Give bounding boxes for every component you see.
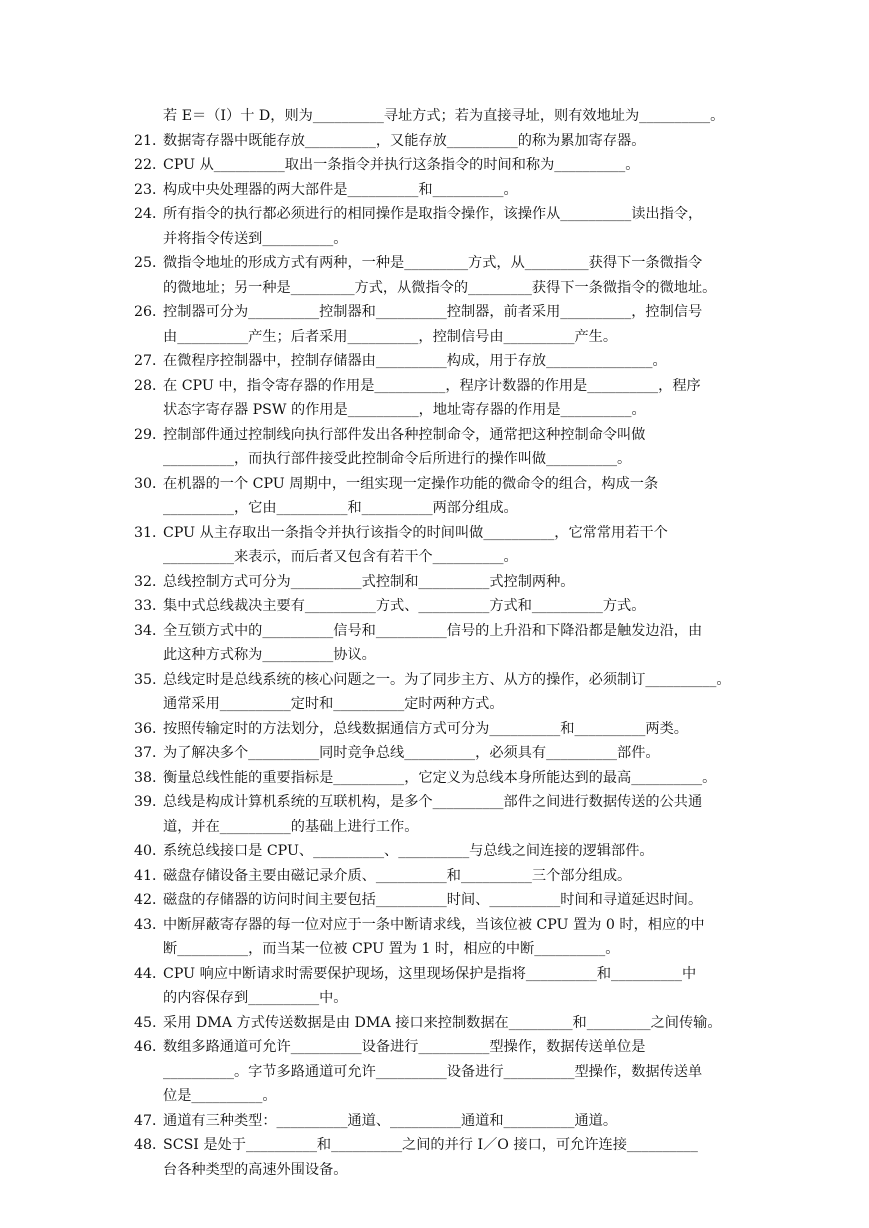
question-number: 35. <box>134 671 157 688</box>
question-text-line: 总线定时是总线系统的核心问题之一。为了同步主方、从方的操作，必须制订__________。 <box>163 671 731 688</box>
question-number: 23． <box>134 181 167 198</box>
question-text-line: 此这种方式称为__________协议。 <box>163 647 376 663</box>
question-item <box>134 1035 738 1109</box>
question-number: 22． <box>134 157 167 173</box>
question-text-line: 若 E＝（I）十 D，则为__________寻址方式；若为直接寻址，则有效地址为__________。 <box>163 108 725 124</box>
question-text-line: 在机器的一个 CPU 周期中，一组实现一定操作功能的微命令的组合，构成一条 <box>163 475 659 492</box>
question-text-line: 所有指令的执行都必须进行的相同操作是取指令操作，该操作从__________读出指令， <box>163 206 703 222</box>
question-text-line: CPU 从__________取出一条指令并执行这条指令的时间和称为__________。 <box>163 157 640 173</box>
question-text-line: 并将指令传送到__________。 <box>163 230 348 247</box>
question-item <box>134 472 738 521</box>
question-number: 46． <box>134 1039 167 1055</box>
question-item <box>134 300 738 349</box>
question-number: 45. <box>134 1014 157 1031</box>
question-text-line: 在 CPU 中，指令寄存器的作用是__________，程序计数器的作用是__________，程序 <box>163 377 701 394</box>
question-text-line: 构成中央处理器的两大部件是__________和__________。 <box>163 181 518 198</box>
question-text-line: 的内容保存到__________中。 <box>163 990 348 1006</box>
question-number: 43． <box>134 916 167 933</box>
question-number: 32． <box>134 573 167 590</box>
question-item <box>134 962 738 1011</box>
question-item <box>134 864 738 889</box>
question-item <box>134 717 738 742</box>
question-text-line: 控制部件通过控制线向执行部件发出各种控制命令，通常把这种控制命令叫做 <box>163 426 646 443</box>
question-item <box>134 888 738 913</box>
question-text-line: 的微地址；另一种是_________方式，从微指令的_________获得下一条微指令的微地址。 <box>163 279 717 296</box>
question-number: 44． <box>134 965 167 982</box>
question-item <box>134 349 738 374</box>
question-number: 28． <box>134 377 167 394</box>
question-number: 29． <box>134 426 167 443</box>
question-number: 31． <box>134 524 167 541</box>
question-text-line: 为了解决多个__________同时竞争总线__________，必须具有__________部件。 <box>163 745 660 761</box>
question-item <box>134 251 738 300</box>
question-number: 34． <box>134 622 167 639</box>
question-item <box>134 668 738 717</box>
question-text-line: 台各种类型的高速外围设备。 <box>163 1161 348 1178</box>
question-text-line: __________，它由__________和__________两部分组成。 <box>163 500 518 516</box>
question-number: 42． <box>134 892 167 908</box>
question-number: 26． <box>134 304 167 320</box>
question-number: 41． <box>134 867 167 884</box>
question-text-line: 采用 DMA 方式传送数据是由 DMA 接口来控制数据在_________和_________之间传输。 <box>163 1014 722 1031</box>
question-text-line: 总线是构成计算机系统的互联机构，是多个__________部件之间进行数据传送的公共通 <box>163 794 703 810</box>
question-item <box>134 913 738 962</box>
question-number: 37． <box>134 745 167 761</box>
question-text-line: 断__________，而当某一位被 CPU 置为 1 时，相应的中断__________。 <box>163 941 620 957</box>
question-item <box>134 741 738 766</box>
question-item <box>134 202 738 251</box>
question-number: 30． <box>134 475 167 492</box>
question-text-line: 数组多路通道可允许__________设备进行__________型操作，数据传送单位是 <box>163 1039 646 1055</box>
question-text-line: 微指令地址的形成方式有两种，一种是_________方式，从_________获得下一条微指令 <box>163 255 703 271</box>
question-item <box>134 521 738 570</box>
question-text-line: 衡量总线性能的重要指标是__________，它定义为总线本身所能达到的最高__________。 <box>163 769 717 786</box>
question-text-line: 全互锁方式中的__________信号和__________信号的上升沿和下降沿都是触发边沿，由 <box>163 622 703 639</box>
question-item <box>134 1011 738 1036</box>
question-number: 48． <box>134 1137 167 1153</box>
question-text-line: 系统总线接口是 CPU、__________、__________与总线之间连接的逻辑部件。 <box>163 843 654 859</box>
question-text-line: 集中式总线裁决主要有__________方式、__________方式和__________方式。 <box>163 598 646 614</box>
question-item <box>134 766 738 791</box>
question-text-line: 由__________产生；后者采用__________，控制信号由__________产生。 <box>163 328 618 345</box>
question-item <box>134 619 738 668</box>
question-number: 33． <box>134 598 167 614</box>
question-item <box>134 423 738 472</box>
question-number: 24． <box>134 206 167 222</box>
question-number: 39． <box>134 794 167 810</box>
question-item <box>134 1133 738 1182</box>
question-text-line: __________，而执行部件接受此控制命令后所进行的操作叫做__________。 <box>163 451 632 467</box>
question-item <box>134 1109 738 1134</box>
question-item <box>134 570 738 595</box>
question-text-line: CPU 响应中断请求时需要保护现场，这里现场保护是指将__________和__________中 <box>163 965 697 982</box>
question-item <box>134 790 738 839</box>
question-number: 21． <box>134 132 167 149</box>
question-item <box>134 594 738 619</box>
question-text-line: SCSI 是处于__________和__________之间的并行 I／O 接口，可允许连接__________ <box>163 1137 698 1153</box>
question-text-line: 状态字寄存器 PSW 的作用是__________，地址寄存器的作用是__________。 <box>163 402 646 418</box>
question-item <box>134 839 738 864</box>
question-number: 36． <box>134 720 167 737</box>
question-text-line: 中断屏蔽寄存器的每一位对应于一条中断请求线，当该位被 CPU 置为 0 时，相应的中 <box>163 916 705 933</box>
question-text-line: 道，并在__________的基础上进行工作。 <box>163 818 419 835</box>
question-number: 40． <box>134 843 167 859</box>
question-item <box>134 178 738 203</box>
question-text-line: 通道有三种类型：__________通道、__________通道和__________通道。 <box>163 1112 618 1129</box>
question-item <box>134 104 738 129</box>
question-item <box>134 129 738 154</box>
question-text-line: __________。字节多路通道可允许__________设备进行__________型操作，数据传送单 <box>163 1063 703 1080</box>
question-text-line: 按照传输定时的方法划分，总线数据通信方式可分为__________和__________两类。 <box>163 720 688 737</box>
question-item <box>134 153 738 178</box>
question-text-line: 位是__________。 <box>163 1088 277 1104</box>
question-text-line: __________来表示，而后者又包含有若干个__________。 <box>163 549 518 565</box>
question-text-line: 磁盘存储设备主要由磁记录介质、__________和__________三个部分组成。 <box>163 867 632 884</box>
question-item <box>134 374 738 423</box>
question-number: 25． <box>134 255 167 271</box>
question-text-line: 在微程序控制器中，控制存储器由__________构成，用于存放_______________。 <box>163 353 667 369</box>
question-text-line: 总线控制方式可分为__________式控制和__________式控制两种。 <box>163 573 575 590</box>
question-number: 47． <box>134 1112 167 1129</box>
question-number: 38. <box>134 769 157 786</box>
question-text-line: 磁盘的存储器的访问时间主要包括__________时间、__________时间和寻道延迟时间。 <box>163 892 703 908</box>
question-text-line: 数据寄存器中既能存放__________，又能存放__________的称为累加寄存器。 <box>163 132 646 149</box>
question-list <box>134 104 738 1182</box>
question-text-line: 通常采用__________定时和__________定时两种方式。 <box>163 696 504 712</box>
question-number: 27． <box>134 353 167 369</box>
question-text-line: CPU 从主存取出一条指令并执行该指令的时间叫做__________，它常常用若干个 <box>163 524 668 541</box>
question-text-line: 控制器可分为__________控制器和__________控制器，前者采用__________，控制信号 <box>163 304 703 320</box>
